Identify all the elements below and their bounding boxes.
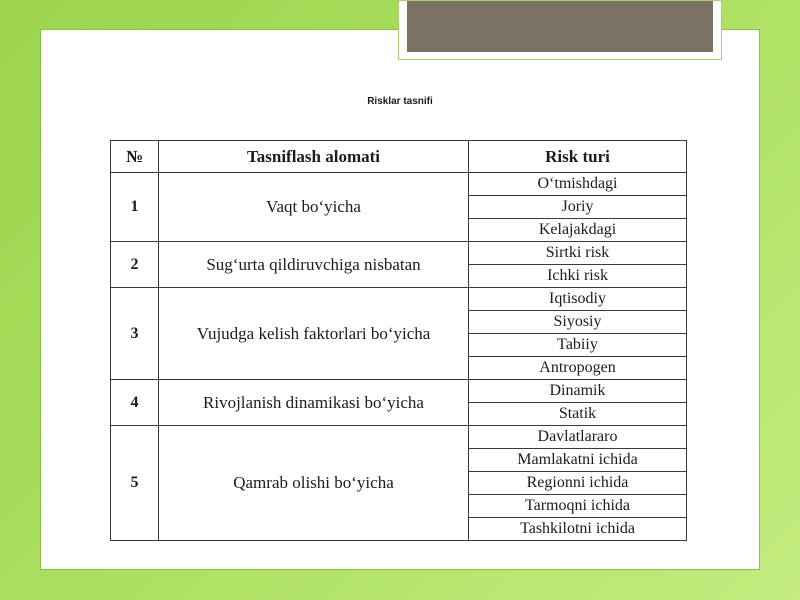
row-number: 1: [111, 173, 159, 242]
table-header-row: [111, 141, 687, 173]
risk-type-cell: Antropogen: [469, 357, 687, 380]
table-row: [111, 288, 687, 311]
risk-type-cell: Davlatlararo: [469, 426, 687, 449]
risk-type-cell: Tarmoqni ichida: [469, 495, 687, 518]
risk-type-cell: Tabiiy: [469, 334, 687, 357]
header-number: №: [111, 141, 159, 173]
risk-classification-table: [110, 140, 687, 541]
risk-type-cell: Statik: [469, 403, 687, 426]
row-attribute: Vaqt bo‘yicha: [159, 173, 469, 242]
row-attribute: Qamrab olishi bo‘yicha: [159, 426, 469, 541]
header-risk-type: Risk turi: [469, 141, 687, 173]
risk-type-cell: Dinamik: [469, 380, 687, 403]
risk-type-cell: Tashkilotni ichida: [469, 518, 687, 541]
table-row: [111, 242, 687, 265]
title-placeholder: [398, 0, 722, 60]
row-number: 5: [111, 426, 159, 541]
risk-type-cell: Sirtki risk: [469, 242, 687, 265]
risk-type-cell: Joriy: [469, 196, 687, 219]
table-row: [111, 380, 687, 403]
row-number: 3: [111, 288, 159, 380]
risk-type-cell: Regionni ichida: [469, 472, 687, 495]
risk-type-cell: Ichki risk: [469, 265, 687, 288]
header-attribute: Tasniflash alomati: [159, 141, 469, 173]
table-row: [111, 173, 687, 196]
risk-type-cell: Kelajakdagi: [469, 219, 687, 242]
row-attribute: Sug‘urta qildiruvchiga nisbatan: [159, 242, 469, 288]
risk-type-cell: Iqtisodiy: [469, 288, 687, 311]
table-caption: Risklar tasnifi: [367, 96, 433, 107]
table-row: [111, 426, 687, 449]
title-placeholder-fill: [407, 1, 713, 52]
row-number: 2: [111, 242, 159, 288]
row-attribute: Vujudga kelish faktorlari bo‘yicha: [159, 288, 469, 380]
risk-type-cell: Siyosiy: [469, 311, 687, 334]
row-attribute: Rivojlanish dinamikasi bo‘yicha: [159, 380, 469, 426]
risk-type-cell: O‘tmishdagi: [469, 173, 687, 196]
risk-type-cell: Mamlakatni ichida: [469, 449, 687, 472]
row-number: 4: [111, 380, 159, 426]
